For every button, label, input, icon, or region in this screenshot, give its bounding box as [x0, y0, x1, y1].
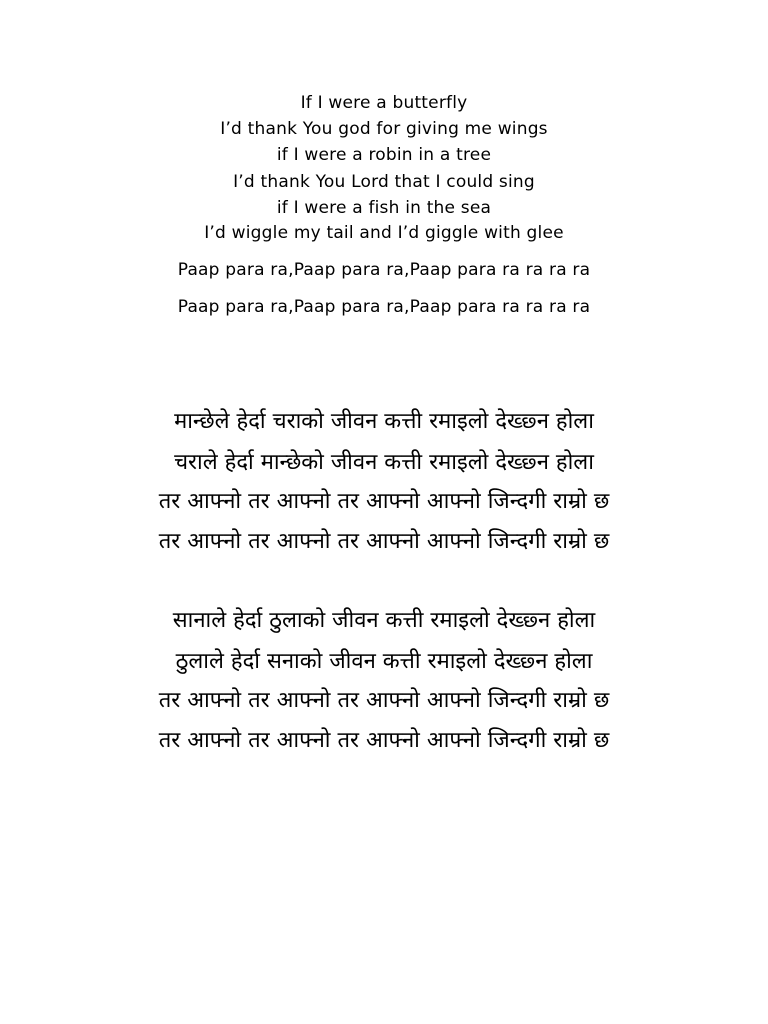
- verse-line: ठुलाले हेर्दा सनाको जीवन कत्ती रमाइलो देख्छ्न होला: [175, 649, 593, 674]
- verse-line: if I were a robin in a tree: [276, 145, 492, 165]
- chorus-line: Paap para ra,Paap para ra,Paap para ra ra ra ra: [177, 297, 591, 317]
- verse-line: I’d thank You god for giving me wings: [220, 119, 548, 139]
- verse-line: I’d thank You Lord that I could sing: [233, 172, 535, 192]
- verse-line: तर आफ्नो तर आफ्नो तर आफ्नो आफ्नो जिन्दगी राम्रो छ: [158, 688, 610, 713]
- verse-line: तर आफ्नो तर आफ्नो तर आफ्नो आफ्नो जिन्दगी राम्रो छ: [158, 529, 610, 554]
- verse-line: if I were a fish in the sea: [276, 198, 492, 218]
- verse-line: If I were a butterfly: [300, 93, 468, 113]
- verse-line: सानाले हेर्दा ठुलाको जीवन कत्ती रमाइलो देख्छ्न होला: [172, 608, 596, 633]
- verse-line: तर आफ्नो तर आफ्नो तर आफ्नो आफ्नो जिन्दगी राम्रो छ: [158, 728, 610, 753]
- chorus-line: Paap para ra,Paap para ra,Paap para ra ra ra ra: [177, 260, 591, 280]
- verse-line: I’d wiggle my tail and I’d giggle with glee: [204, 223, 564, 243]
- verse-line: तर आफ्नो तर आफ्नो तर आफ्नो आफ्नो जिन्दगी राम्रो छ: [158, 489, 610, 514]
- verse-line: मान्छेले हेर्दा चराको जीवन कत्ती रमाइलो देख्छ्न होला: [174, 409, 594, 434]
- verse-line: चराले हेर्दा मान्छेको जीवन कत्ती रमाइलो देख्छ्न होला: [174, 450, 594, 475]
